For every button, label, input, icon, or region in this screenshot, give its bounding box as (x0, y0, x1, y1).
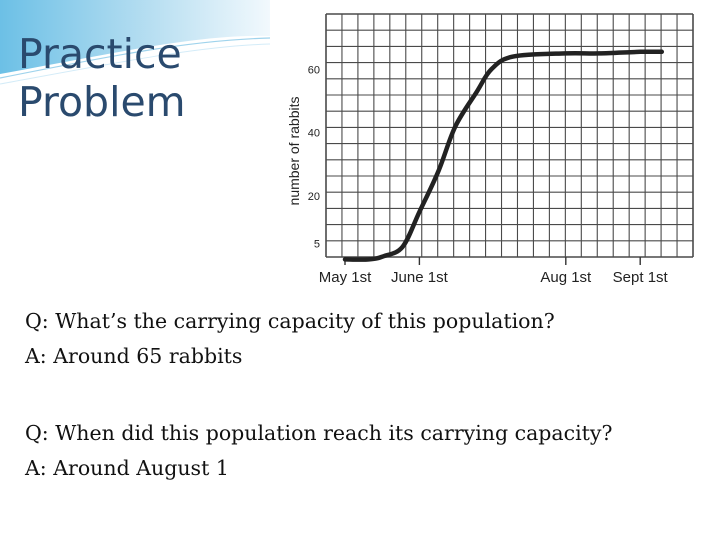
data-point (639, 51, 641, 53)
answer-1: A: Around 65 rabbits (25, 344, 243, 368)
y-tick-label: 60 (307, 64, 320, 77)
y-tick-label: 40 (307, 127, 320, 140)
data-point (512, 56, 514, 58)
population-curve (345, 52, 662, 260)
slide-title-line-1: Practice (18, 30, 182, 78)
qa-block-2 (25, 416, 613, 486)
data-point (455, 126, 457, 128)
question-1: Q: What’s the carrying capacity of this population? (25, 309, 555, 333)
data-point (419, 211, 421, 213)
y-axis-label: number of rabbits (286, 96, 302, 206)
data-point (344, 259, 346, 261)
data-point (368, 259, 370, 261)
chart-panel (270, 0, 720, 295)
slide-title (18, 30, 186, 126)
answer-2: A: Around August 1 (25, 456, 229, 480)
y-tick-label: 5 (313, 238, 320, 251)
data-point (491, 69, 493, 71)
rabbit-population-chart (270, 0, 720, 295)
data-point (661, 51, 663, 53)
chart-series (344, 51, 662, 260)
data-point (402, 246, 404, 248)
qa-block-1 (25, 304, 555, 374)
slide-title-line-2: Problem (18, 78, 186, 126)
data-point (476, 91, 478, 93)
x-tick-label: May 1st (318, 269, 372, 286)
data-point (438, 170, 440, 172)
question-2: Q: When did this population reach its carrying capacity? (25, 421, 613, 445)
data-point (599, 53, 601, 55)
y-tick-label: 20 (307, 191, 320, 204)
x-tick-label: June 1st (391, 269, 448, 286)
data-point (565, 53, 567, 55)
y-axis-ticks (308, 64, 320, 250)
data-point (383, 255, 385, 257)
x-tick-label: Sept 1st (612, 269, 668, 286)
x-tick-label: Aug 1st (540, 269, 592, 286)
